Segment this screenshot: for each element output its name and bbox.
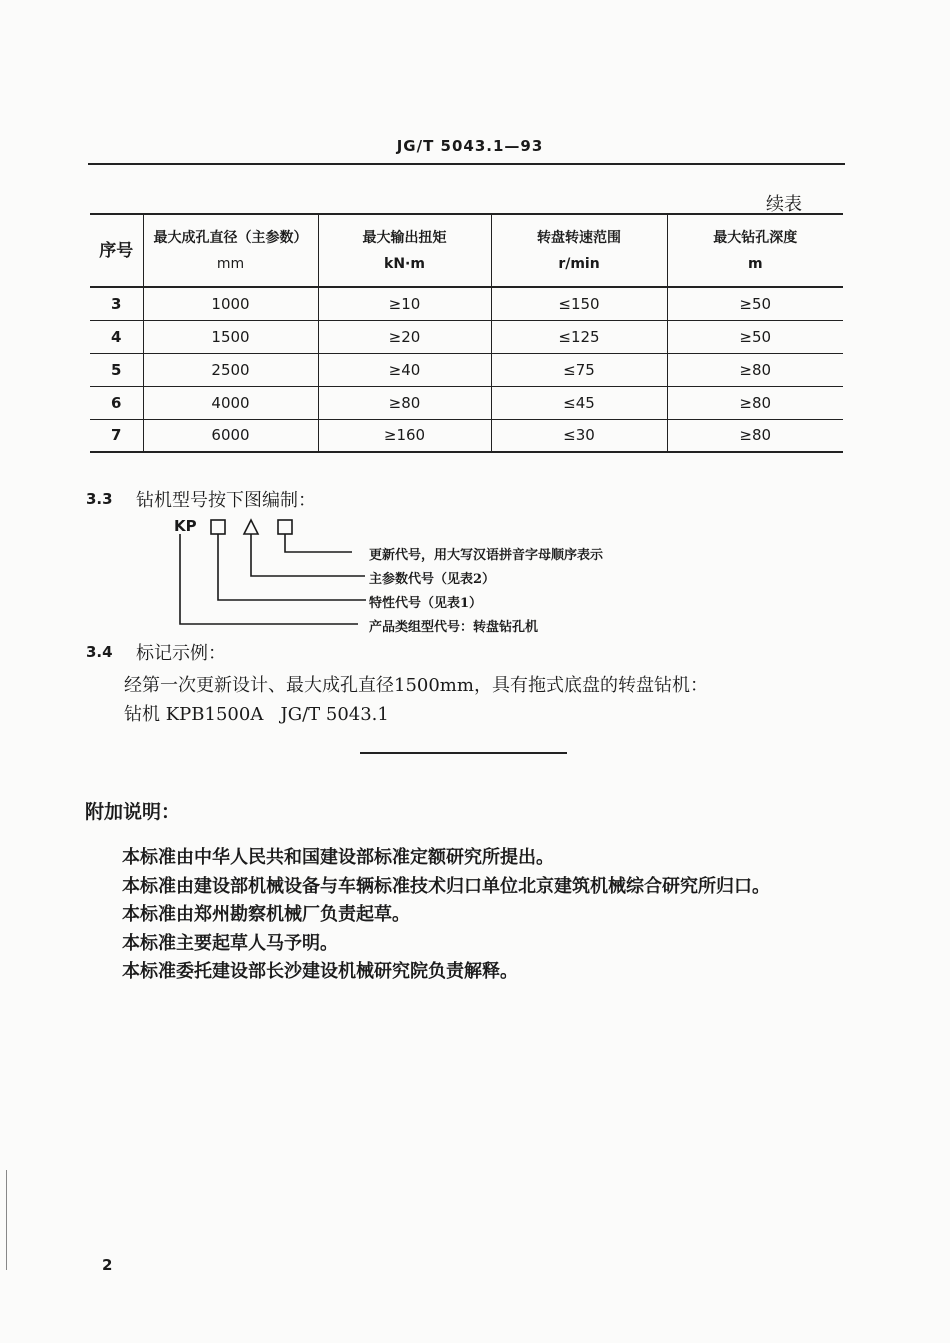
cell-torque: ≥10 bbox=[318, 287, 491, 320]
section-title-3-3: 钻机型号按下图编制： bbox=[136, 490, 316, 511]
cell-speed: ≤150 bbox=[491, 287, 667, 320]
cell-diameter: 1500 bbox=[143, 320, 318, 353]
cell-index: 3 bbox=[90, 287, 143, 320]
leader-product bbox=[180, 534, 358, 624]
diagram-label-feature: 特性代号（见表1） bbox=[369, 596, 483, 611]
spec-table bbox=[90, 213, 843, 453]
scan-margin-line bbox=[6, 1170, 7, 1270]
table-row bbox=[90, 287, 843, 320]
cell-depth: ≥50 bbox=[667, 287, 843, 320]
cell-depth: ≥50 bbox=[667, 320, 843, 353]
leader-update bbox=[285, 534, 352, 552]
col-header-label: 最大输出扭矩 bbox=[362, 229, 447, 246]
col-header-speed bbox=[491, 214, 667, 287]
standard-code-header: JG/T 5043.1—93 bbox=[396, 137, 544, 155]
cell-speed: ≤45 bbox=[491, 386, 667, 419]
col-header-unit: kN·m bbox=[384, 255, 425, 272]
cell-diameter: 2500 bbox=[143, 353, 318, 386]
feature-code-box bbox=[211, 520, 225, 534]
cell-depth: ≥80 bbox=[667, 386, 843, 419]
cell-torque: ≥160 bbox=[318, 419, 491, 452]
col-header-diameter bbox=[143, 214, 318, 287]
leader-main-param bbox=[251, 534, 365, 576]
table-row bbox=[90, 353, 843, 386]
marking-example-code: 钻机 KPB1500A JG/T 5043.1 bbox=[124, 704, 389, 725]
model-code-diagram bbox=[170, 515, 650, 640]
page-number: 2 bbox=[102, 1256, 113, 1274]
marking-example-description: 经第一次更新设计、最大成孔直径1500mm，具有拖式底盘的转盘钻机： bbox=[124, 675, 708, 696]
cell-diameter: 4000 bbox=[143, 386, 318, 419]
cell-torque: ≥20 bbox=[318, 320, 491, 353]
col-header-label: 转盘转速范围 bbox=[537, 229, 621, 246]
table-row bbox=[90, 419, 843, 452]
cell-torque: ≥80 bbox=[318, 386, 491, 419]
cell-index: 6 bbox=[90, 386, 143, 419]
header-rule bbox=[88, 163, 845, 165]
cell-diameter: 1000 bbox=[143, 287, 318, 320]
diagram-label-main-param: 主参数代号（见表2） bbox=[369, 572, 496, 587]
diagram-label-product: 产品类组型代号：转盘钻孔机 bbox=[369, 620, 539, 635]
model-prefix: KP bbox=[174, 517, 197, 535]
table-row bbox=[90, 320, 843, 353]
leader-feature bbox=[218, 534, 366, 600]
table-continuation-label: 续表 bbox=[766, 194, 802, 215]
col-header-index bbox=[90, 214, 143, 287]
col-header-label: 最大成孔直径（主参数） bbox=[153, 229, 308, 246]
cell-index: 7 bbox=[90, 419, 143, 452]
section-number-3-4: 3.4 bbox=[86, 643, 113, 661]
cell-speed: ≤125 bbox=[491, 320, 667, 353]
update-code-box bbox=[278, 520, 292, 534]
appendix-line: 本标准由中华人民共和国建设部标准定额研究所提出。 bbox=[122, 847, 554, 868]
appendix-line: 本标准由建设部机械设备与车辆标准技术归口单位北京建筑机械综合研究所归口。 bbox=[122, 876, 770, 897]
col-header-depth bbox=[667, 214, 843, 287]
col-header-label: 最大钻孔深度 bbox=[713, 229, 798, 246]
cell-depth: ≥80 bbox=[667, 419, 843, 452]
cell-depth: ≥80 bbox=[667, 353, 843, 386]
table-row bbox=[90, 386, 843, 419]
appendix-title: 附加说明： bbox=[85, 801, 181, 823]
col-header-torque bbox=[318, 214, 491, 287]
diagram-label-update: 更新代号，用大写汉语拼音字母顺序表示 bbox=[369, 548, 604, 563]
col-header-unit: mm bbox=[216, 255, 245, 272]
cell-speed: ≤30 bbox=[491, 419, 667, 452]
cell-index: 4 bbox=[90, 320, 143, 353]
main-param-triangle bbox=[244, 520, 258, 534]
table-header-row bbox=[90, 214, 843, 287]
appendix-line: 本标准委托建设部长沙建设机械研究院负责解释。 bbox=[122, 961, 518, 982]
col-header-label: 序号 bbox=[99, 240, 134, 261]
appendix-line: 本标准由郑州勘察机械厂负责起草。 bbox=[122, 904, 410, 925]
col-header-unit: m bbox=[747, 255, 763, 272]
col-header-unit: r/min bbox=[558, 255, 600, 272]
end-rule bbox=[360, 752, 567, 754]
cell-index: 5 bbox=[90, 353, 143, 386]
section-number-3-3: 3.3 bbox=[86, 490, 113, 508]
cell-speed: ≤75 bbox=[491, 353, 667, 386]
cell-diameter: 6000 bbox=[143, 419, 318, 452]
appendix-line: 本标准主要起草人马予明。 bbox=[122, 933, 338, 954]
section-title-3-4: 标记示例： bbox=[136, 643, 226, 664]
cell-torque: ≥40 bbox=[318, 353, 491, 386]
